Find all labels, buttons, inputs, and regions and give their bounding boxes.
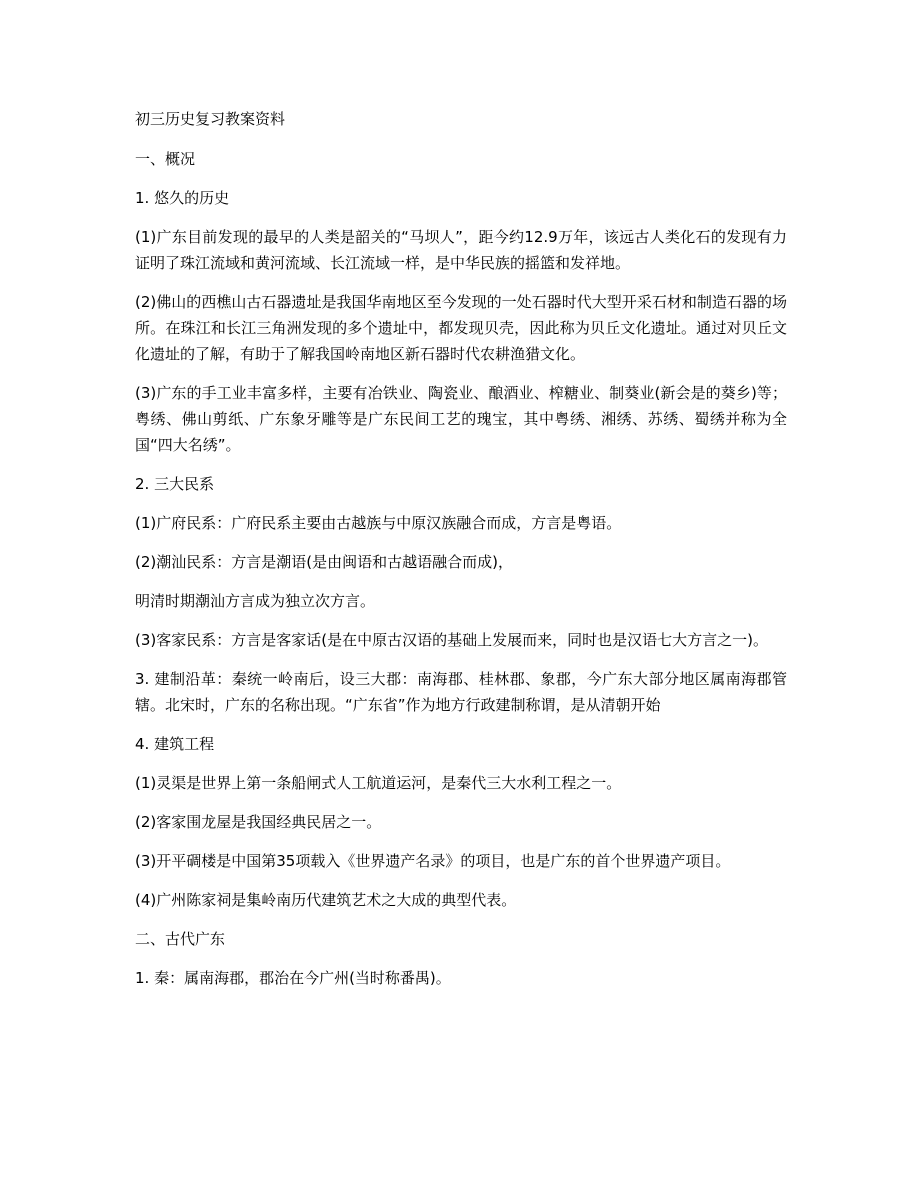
document-title: 初三历史复习教案资料 [135, 110, 286, 128]
paragraph-xiqiao-site: (2)佛山的西樵山古石器遗址是我国华南地区至今发现的一处石器时代大型开采石材和制造石器的场所。在珠江和长江三角洲发现的多个遗址中，都发现贝壳，因此称为贝丘文化遗址。通过对贝丘文化遗址的了解，有助于了解我国岭南地区新石器时代农耕渔猎文化。 [135, 293, 787, 363]
subheading-long-history: 1. 悠久的历史 [135, 189, 230, 207]
paragraph-hakka-walled-house: (2)客家围龙屋是我国经典民居之一。 [135, 813, 382, 831]
paragraph-hakka: (3)客家民系：方言是客家话(是在中原古汉语的基础上发展而来，同时也是汉语七大方言之一)。 [135, 631, 768, 649]
section-heading-overview: 一、概况 [135, 150, 196, 168]
subheading-architecture: 4. 建筑工程 [135, 735, 215, 753]
paragraph-chaoshan-dialect: 明清时期潮汕方言成为独立次方言。 [135, 592, 376, 610]
paragraph-chaoshan: (2)潮汕民系：方言是潮语(是由闽语和古越语融合而成)， [135, 553, 513, 571]
paragraph-qin-dynasty: 1. 秦：属南海郡，郡治在今广州(当时称番禺)。 [135, 969, 451, 987]
document-page [135, 106, 787, 1004]
paragraph-guangfu: (1)广府民系：广府民系主要由古越族与中原汉族融合而成，方言是粤语。 [135, 514, 622, 532]
section-heading-ancient-guangdong: 二、古代广东 [135, 930, 226, 948]
paragraph-administrative-history: 3. 建制沿革：秦统一岭南后，设三大郡：南海郡、桂林郡、象郡，今广东大部分地区属南海郡管辖。北宋时，广东的名称出现。“广东省”作为地方行政建制称谓，是从清朝开始 [135, 670, 787, 714]
subheading-three-ethnic-groups: 2. 三大民系 [135, 475, 215, 493]
paragraph-maba-man: (1)广东目前发现的最早的人类是韶关的“马坝人”，距今约12.9万年，该远古人类化石的发现有力证明了珠江流域和黄河流域、长江流域一样，是中华民族的摇篮和发祥地。 [135, 228, 787, 272]
paragraph-chen-clan-academy: (4)广州陈家祠是集岭南历代建筑艺术之大成的典型代表。 [135, 891, 517, 909]
paragraph-handicrafts: (3)广东的手工业丰富多样，主要有冶铁业、陶瓷业、酿酒业、榨糖业、制葵业(新会是的葵乡)等；粤绣、佛山剪纸、广东象牙雕等是广东民间工艺的瑰宝，其中粤绣、湘绣、苏绣、蜀绣并称为全国“四大名绣”。 [135, 384, 787, 454]
paragraph-kaiping-diaolou: (3)开平碉楼是中国第35项载入《世界遗产名录》的项目，也是广东的首个世界遗产项目。 [135, 852, 731, 870]
paragraph-lingqu-canal: (1)灵渠是世界上第一条船闸式人工航道运河，是秦代三大水利工程之一。 [135, 774, 622, 792]
